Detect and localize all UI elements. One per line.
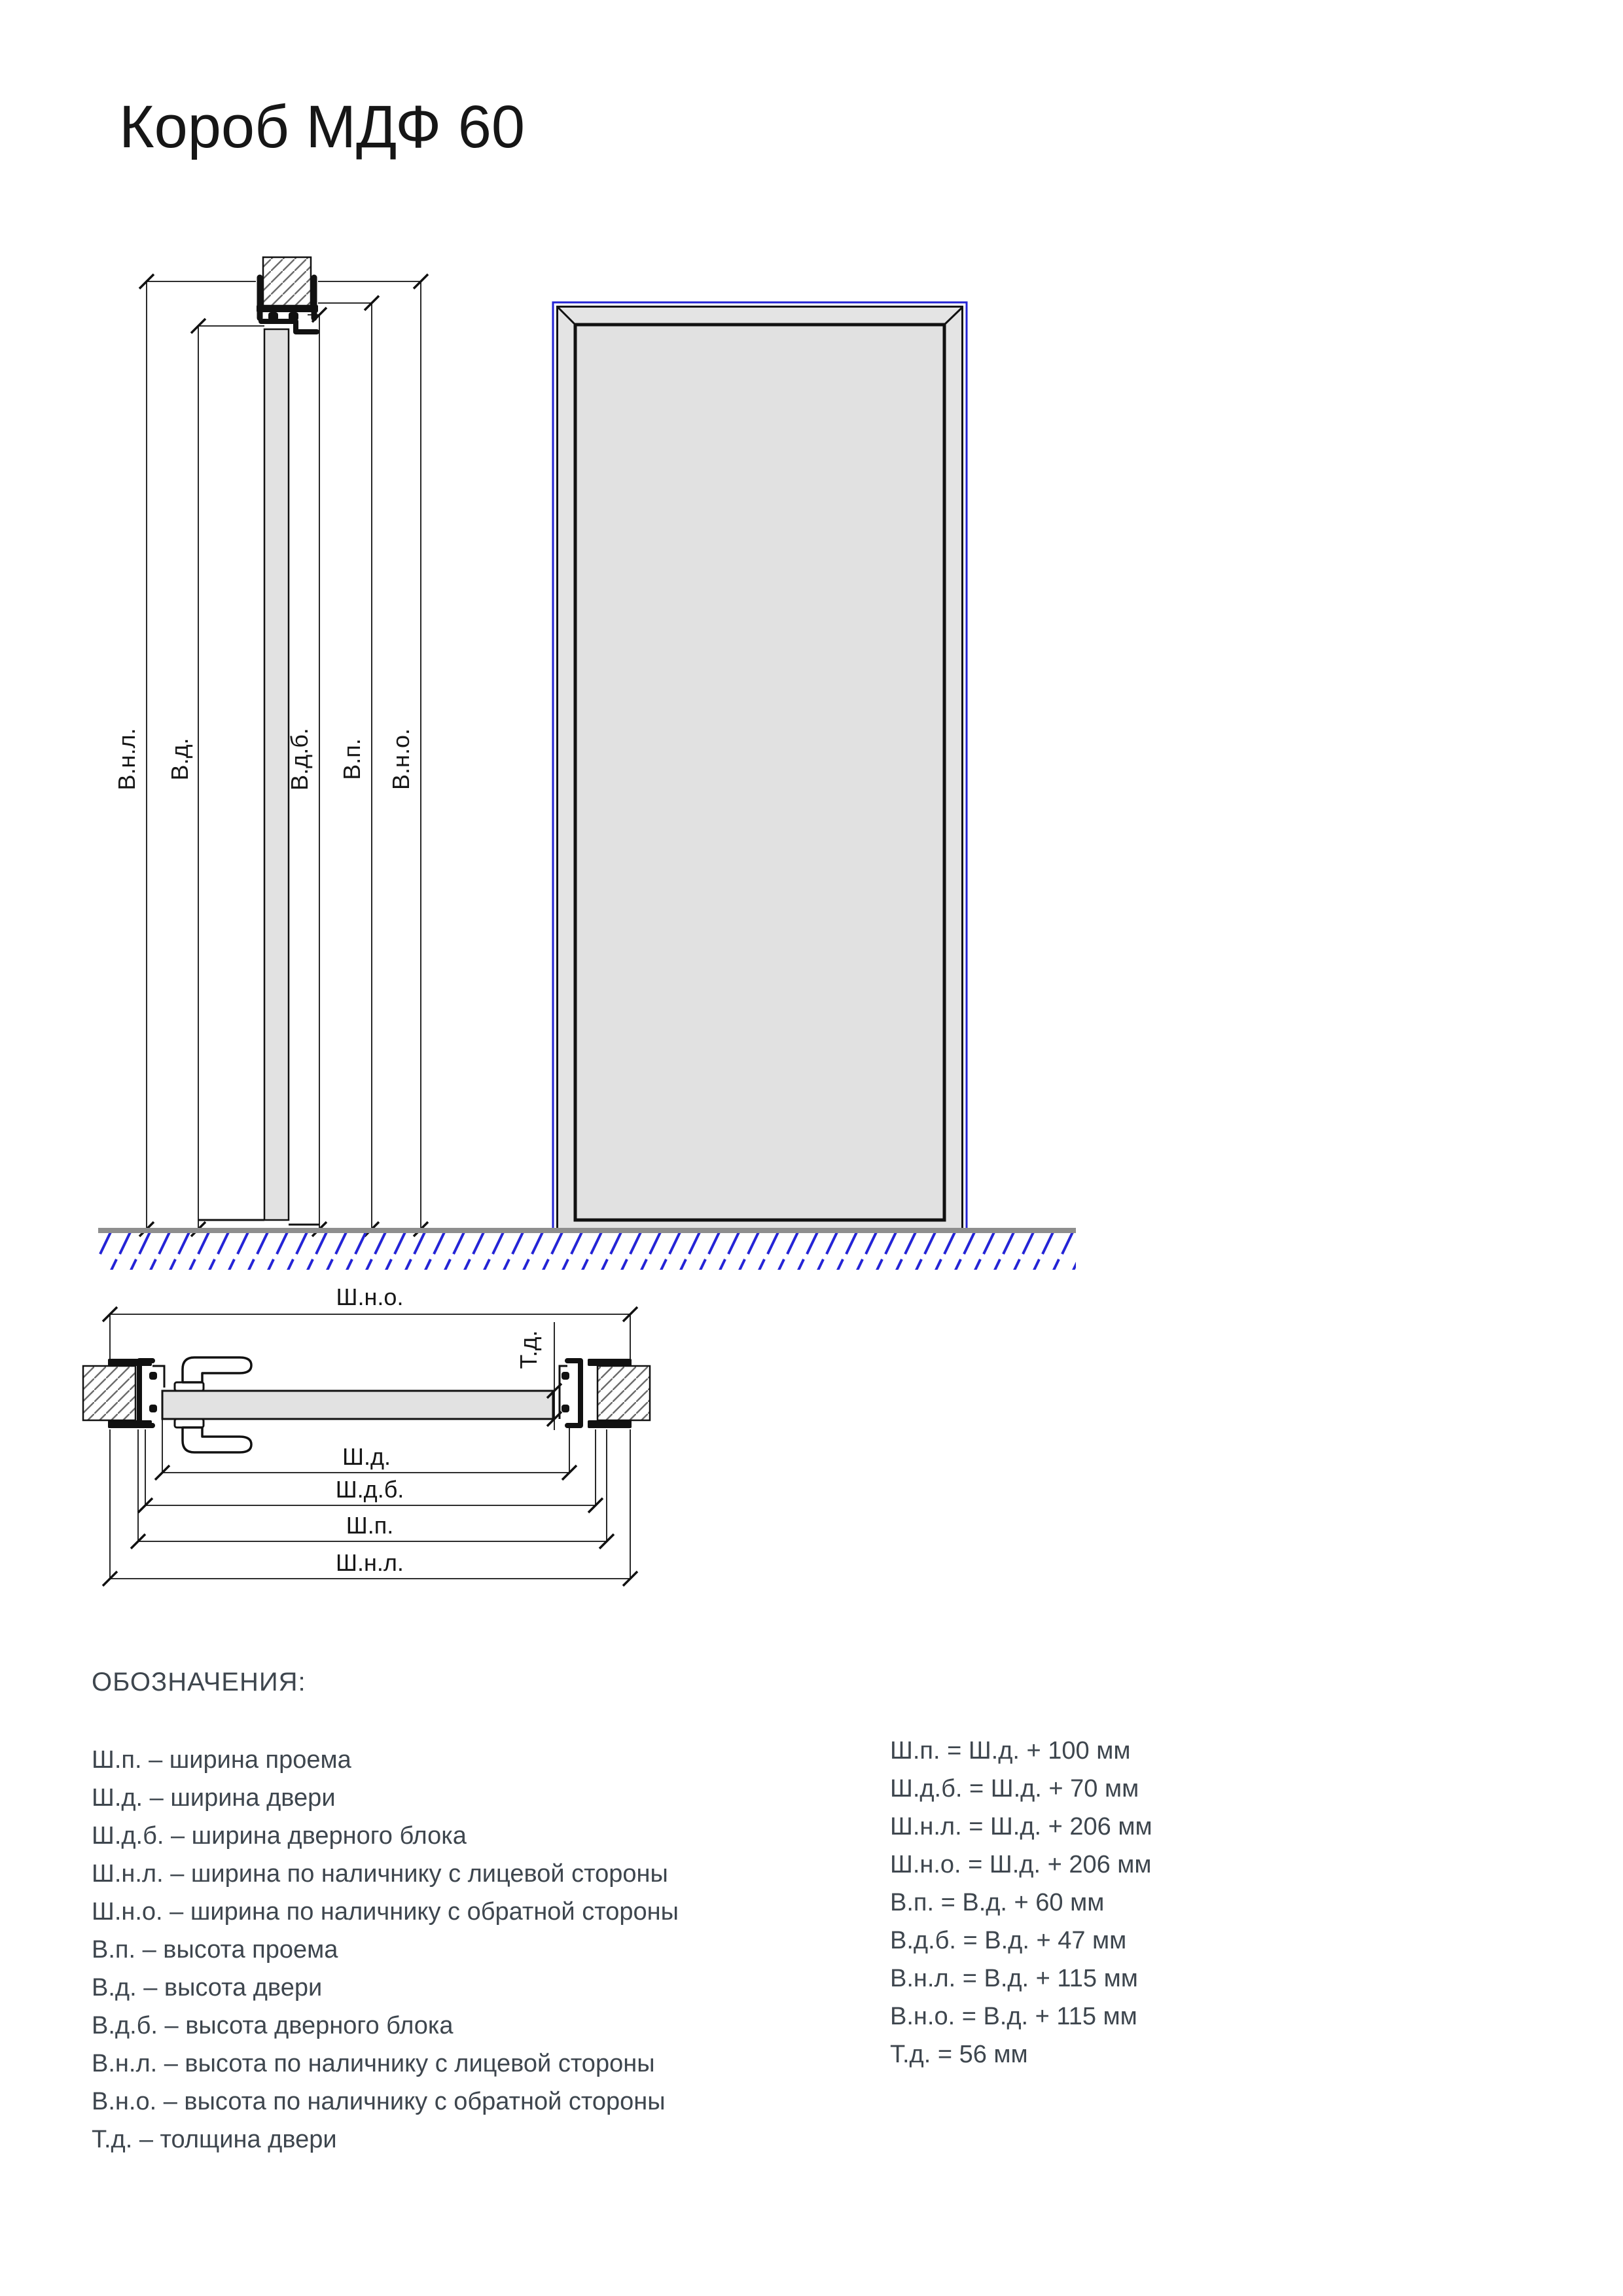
side-view-section xyxy=(113,257,428,1236)
legend-item: Ш.д. – ширина двери xyxy=(92,1784,336,1812)
floor-hatching xyxy=(98,1233,1076,1270)
legend-item: В.д. – высота двери xyxy=(92,1974,323,2001)
dim-label-vd: В.д. xyxy=(166,738,193,781)
formula-item: В.п. = В.д. + 60 мм xyxy=(890,1889,1105,1916)
formula-item: В.н.л. = В.д. + 115 мм xyxy=(890,1965,1138,1992)
formula-item: Т.д. = 56 мм xyxy=(890,2041,1028,2068)
formula-item: Ш.н.о. = Ш.д. + 206 мм xyxy=(890,1851,1152,1878)
legend-list xyxy=(92,1741,679,2159)
dim-label-vdb: В.д.б. xyxy=(286,728,313,791)
dim-label-td: Т.д. xyxy=(515,1330,542,1369)
plan-right-assembly xyxy=(560,1359,650,1428)
floor xyxy=(98,1228,1076,1270)
plan-left-assembly xyxy=(83,1359,164,1428)
formula-item: В.д.б. = В.д. + 47 мм xyxy=(890,1927,1127,1954)
dim-label-shnl: Ш.н.л. xyxy=(336,1549,404,1576)
legend-item: В.д.б. – высота дверного блока xyxy=(92,2012,454,2039)
legend-item: Ш.н.о. – ширина по наличнику с обратной стороны xyxy=(92,1898,679,1926)
plan-door-leaf xyxy=(162,1391,553,1419)
front-view-door xyxy=(553,302,967,1229)
legend-item: Ш.н.л. – ширина по наличнику с лицевой стороны xyxy=(92,1860,668,1888)
formula-item: В.н.о. = В.д. + 115 мм xyxy=(890,2003,1137,2030)
dim-label-shno: Ш.н.о. xyxy=(336,1283,404,1310)
side-door-leaf xyxy=(264,329,289,1220)
legend-item: Ш.д.б. – ширина дверного блока xyxy=(92,1822,467,1850)
formula-list xyxy=(890,1732,1152,2073)
dim-label-shdb: Ш.д.б. xyxy=(335,1476,404,1503)
dim-label-vno: В.н.о. xyxy=(387,728,414,790)
legend-item: Т.д. – толщина двери xyxy=(92,2126,337,2153)
plan-top-dimension xyxy=(110,1314,630,1359)
floor-line xyxy=(98,1228,1076,1233)
legend-item: В.п. – высота проема xyxy=(92,1936,338,1964)
front-door-panel xyxy=(575,325,944,1220)
dim-label-vnl: В.н.л. xyxy=(113,728,140,791)
formula-item: Ш.д.б. = Ш.д. + 70 мм xyxy=(890,1775,1139,1803)
plan-view-section xyxy=(83,1283,650,1586)
dim-label-shd: Ш.д. xyxy=(342,1443,391,1470)
formula-item: Ш.н.л. = Ш.д. + 206 мм xyxy=(890,1813,1152,1840)
legend-heading: ОБОЗНАЧЕНИЯ: xyxy=(92,1668,306,1696)
page-title: Короб МДФ 60 xyxy=(119,94,526,160)
legend-item: В.н.о. – высота по наличнику с обратной стороны xyxy=(92,2088,666,2115)
side-bottom-reference-lines xyxy=(198,1220,319,1225)
dim-label-shp: Ш.п. xyxy=(346,1512,394,1539)
side-wall-block xyxy=(263,257,311,306)
legend-item: В.н.л. – высота по наличнику с лицевой стороны xyxy=(92,2050,655,2077)
dim-label-vp: В.п. xyxy=(338,738,365,780)
legend-item: Ш.п. – ширина проема xyxy=(92,1746,351,1774)
formula-item: Ш.п. = Ш.д. + 100 мм xyxy=(890,1737,1131,1765)
